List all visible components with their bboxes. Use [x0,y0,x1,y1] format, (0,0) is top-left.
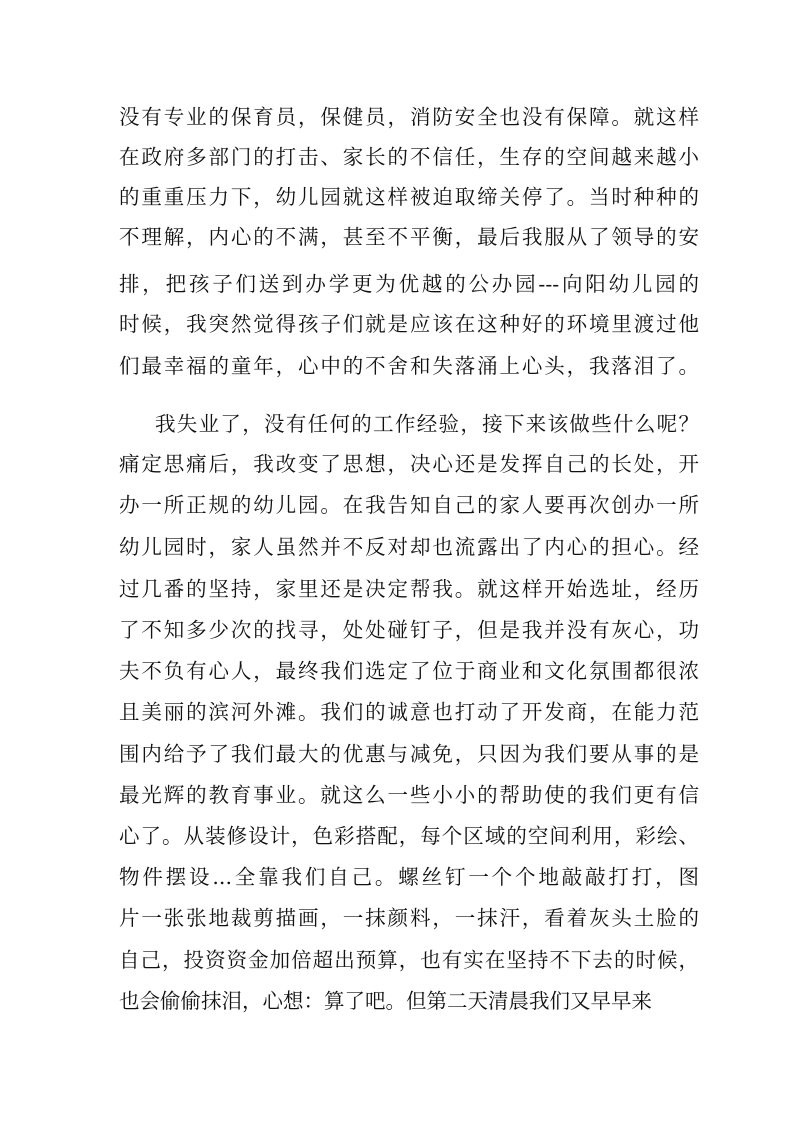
text-line: 心了。从装修设计，色彩搭配，每个区域的空间利用，彩绘、 [119,824,699,848]
text-line: 了不知多少次的找寻，处处碰钉子，但是我并没有灰心，功 [119,618,699,642]
text-line: 没有专业的保育员，保健员，消防安全也没有保障。就这样 [119,105,699,129]
text-line: 且美丽的滨河外滩。我们的诚意也打动了开发商，在能力范 [119,700,699,724]
text-line: 在政府多部门的打击、家长的不信任，生存的空间越来越小 [119,145,699,169]
text-line: 夫不负有心人，最终我们选定了位于商业和文化氛围都很浓 [119,659,699,683]
text-line: 最光辉的教育事业。就这么一些小小的帮助使的我们更有信 [119,783,699,807]
text-line: 办一所正规的幼儿园。在我告知自己的家人要再次创办一所 [119,493,699,517]
text-line: 过几番的坚持，家里还是决定帮我。就这样开始选址，经历 [119,577,699,601]
text-line: 幼儿园时，家人虽然并不反对却也流露出了内心的担心。经 [119,535,699,559]
text-line: 不理解，内心的不满，甚至不平衡，最后我服从了领导的安 [119,225,699,249]
text-line: 我失业了，没有任何的工作经验，接下来该做些什么呢？ [155,412,699,436]
text-line: 痛定思痛后，我改变了思想，决心还是发挥自己的长处，开 [119,452,699,476]
text-line: 排，把孩子们送到办学更为优越的公办园---向阳幼儿园的 [119,272,699,296]
text-line: 自己，投资资金加倍超出预算，也有实在坚持不下去的时候， [119,948,699,972]
text-line: 的重重压力下，幼儿园就这样被迫取缔关停了。当时种种的 [119,185,699,209]
text-line: 也会偷偷抹泪，心想：算了吧。但第二天清晨我们又早早来 [119,989,652,1013]
text-line: 围内给予了我们最大的优惠与减免，只因为我们要从事的是 [119,742,699,766]
text-line: 们最幸福的童年，心中的不舍和失落涌上心头，我落泪了。 [119,354,699,378]
text-line: 时候，我突然觉得孩子们就是应该在这种好的环境里渡过他 [119,312,699,336]
text-line: 片一张张地裁剪描画，一抹颜料，一抹汗，看着灰头土脸的 [119,906,699,930]
text-line: 物件摆设...全靠我们自己。螺丝钉一个个地敲敲打打，图 [119,865,699,889]
